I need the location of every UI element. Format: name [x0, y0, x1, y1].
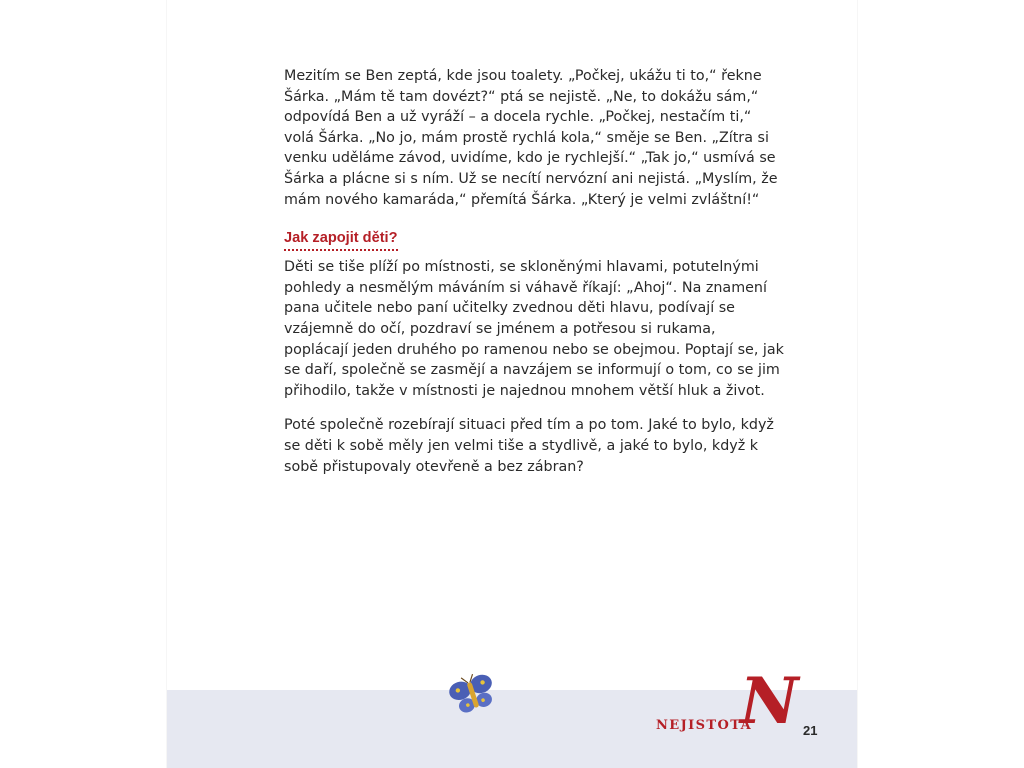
activity-paragraph-1: Děti se tiše plíží po místnosti, se skloněnými hlavami, potutelnými pohledy a nesmělým máváním si váhavě říkají: „Ahoj“. Na znamení pana učitele nebo paní učitelky zvednou děti hlavu, podívají se vzájemně do očí, pozdraví se jménem a potřesou si rukama, poplácají jeden druhého po ramenou nebo se obejmou. Poptají se, jak se daří, společně se zasmějí a navzájem se informují o tom, co se jim přihodilo, takže v místnosti je najednou mnohem větší hluk a život.: [284, 259, 784, 399]
activity-paragraph-2: Poté společně rozebírají situaci před tím a po tom. Jaké to bylo, když se děti k sobě měly jen velmi tiše a stydlivě, a jaké to bylo, když k sobě přistupovaly otevřeně a bez zábran?: [284, 417, 774, 475]
chapter-label: NEJISTOTA: [656, 718, 753, 733]
butterfly-icon: [446, 672, 500, 718]
story-paragraph: Mezitím se Ben zeptá, kde jsou toalety. „Počkej, ukážu ti to,“ řekne Šárka. „Mám tě tam dovézt?“ ptá se nejistě. „Ne, to dokážu sám,“ odpovídá Ben a už vyráží – a docela rychle. „Počkej, nestačím ti,“ volá Šárka. „No jo, mám prostě rychlá kola,“ směje se Ben. „Zítra si venku uděláme závod, uvidíme, kdo je rychlejší.“ „Tak jo,“ usmívá se Šárka a plácne si s ním. Už se necítí nervózní ani nejistá. „Myslím, že mám nového kamaráda,“ přemítá Šárka. „Který je velmi zvláštní!“: [284, 68, 778, 208]
section-heading: Jak zapojit děti?: [284, 228, 398, 251]
page-content: [284, 66, 784, 477]
chapter-letter: N: [740, 664, 799, 739]
page-number: 21: [803, 723, 818, 738]
